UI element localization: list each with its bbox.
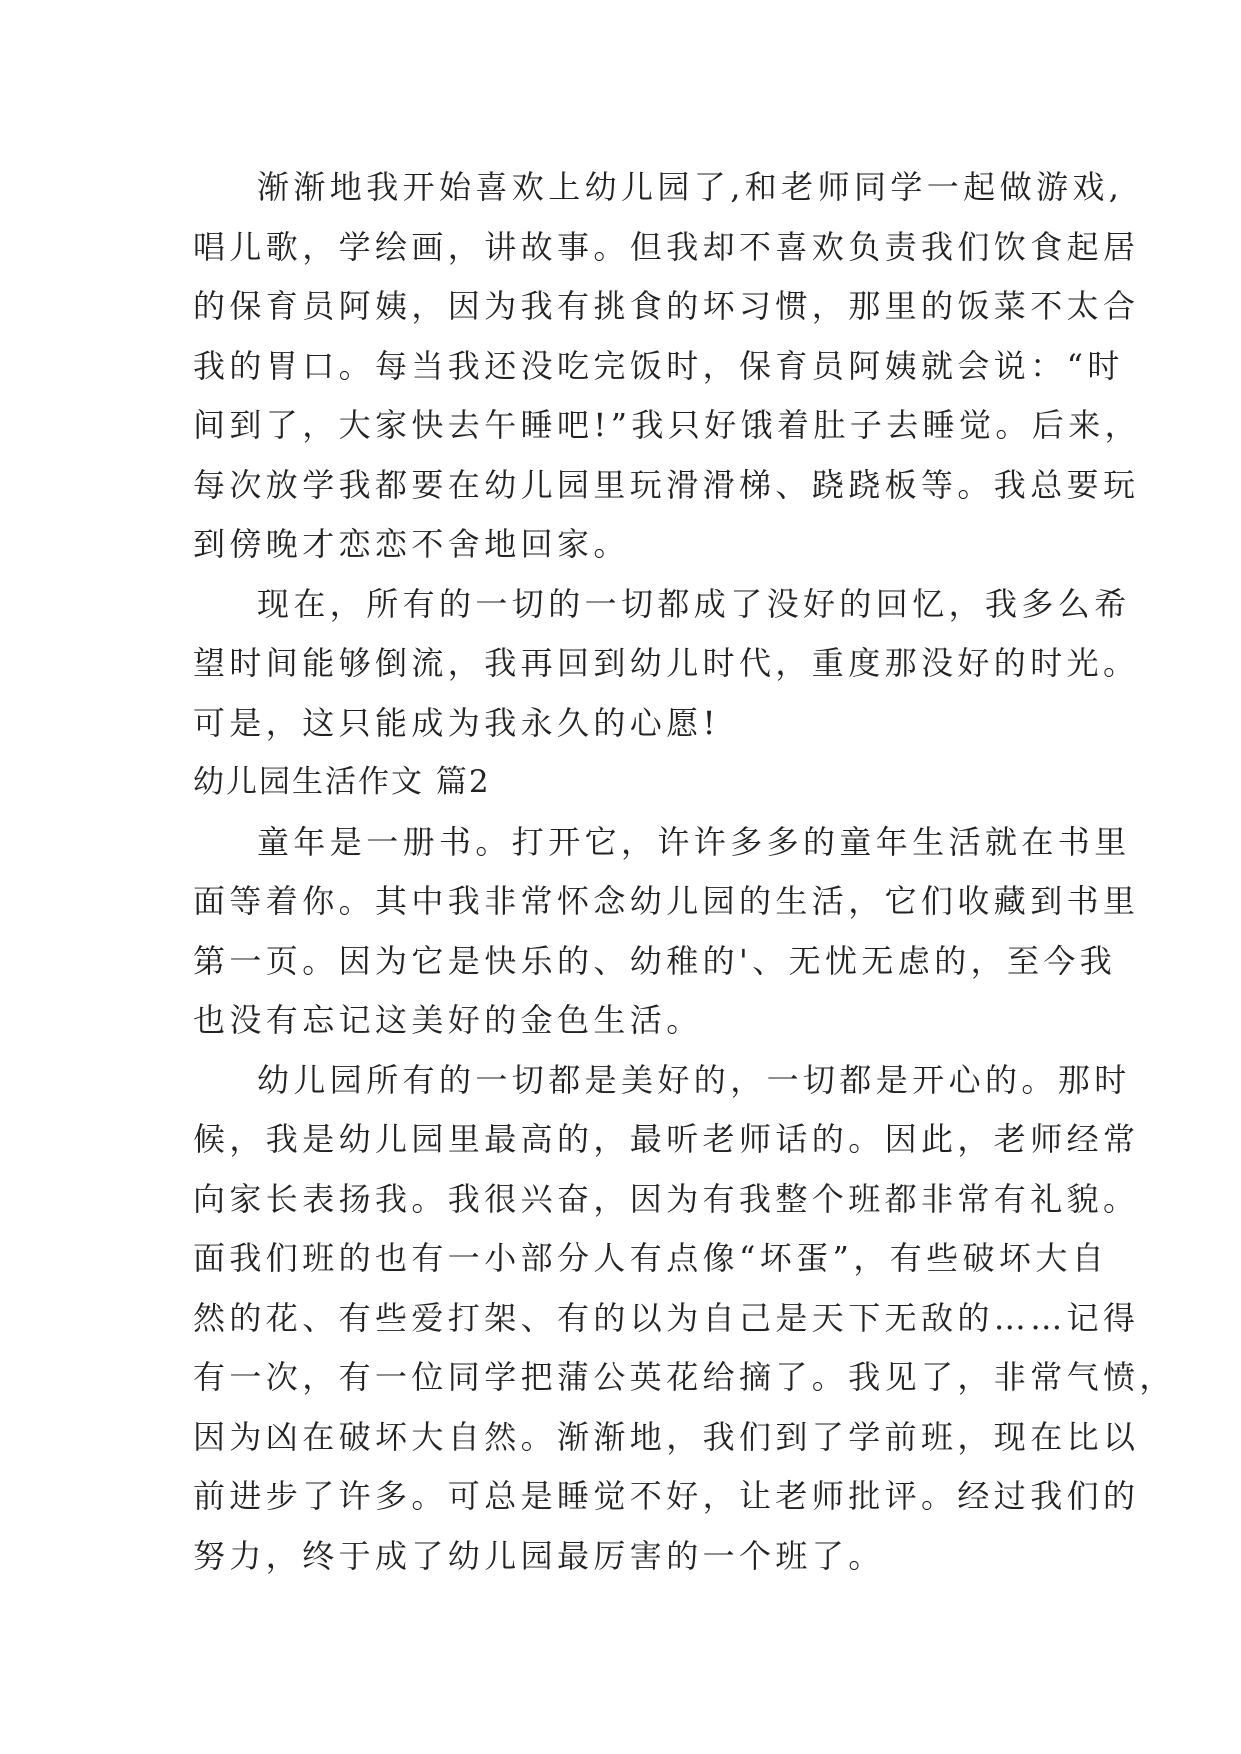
paragraph bbox=[193, 813, 1140, 1051]
text-line: 现在，所有的一切的一切都成了没好的回忆，我多么希 bbox=[257, 584, 1131, 623]
paragraph bbox=[193, 575, 1140, 754]
text-line: 可是，这只能成为我永久的心愿! bbox=[193, 703, 720, 742]
text-line: 然的花、有些爱打架、有的以为自己是天下无敌的……记得 bbox=[193, 1298, 1140, 1337]
text-line: 候，我是幼儿园里最高的，最听老师话的。因此，老师经常 bbox=[193, 1120, 1140, 1158]
text-line: 渐渐地我开始喜欢上幼儿园了,和老师同学一起做游戏, bbox=[257, 168, 1124, 206]
text-line: 望时间能够倒流，我再回到幼儿时代，重度那没好的时光。 bbox=[193, 644, 1140, 682]
text-line: 第一页。因为它是快乐的、幼稚的'、无忧无虑的，至今我 bbox=[193, 941, 1117, 980]
text-line: 向家长表扬我。我很兴奋，因为有我整个班都非常有礼貌。 bbox=[193, 1179, 1140, 1218]
paragraph bbox=[193, 1051, 1176, 1587]
text-line: 努力，终于成了幼儿园最厉害的一个班了。 bbox=[193, 1536, 885, 1575]
text-line: 间到了，大家快去午睡吧!”我只好饿着肚子去睡觉。后来， bbox=[193, 406, 1142, 444]
text-line: 每次放学我都要在幼儿园里玩滑滑梯、跷跷板等。我总要玩 bbox=[193, 465, 1140, 504]
text-line: 童年是一册书。打开它，许许多多的童年生活就在书里 bbox=[257, 822, 1131, 861]
text-line: 的保育员阿姨，因为我有挑食的坏习惯，那里的饭菜不太合 bbox=[193, 287, 1140, 325]
text-line: 幼儿园所有的一切都是美好的，一切都是开心的。那时 bbox=[257, 1060, 1131, 1099]
text-line: 唱儿歌，学绘画，讲故事。但我却不喜欢负责我们饮食起居 bbox=[193, 227, 1140, 266]
document-body bbox=[193, 158, 1176, 1586]
text-line: 也没有忘记这美好的金色生活。 bbox=[193, 1001, 703, 1039]
text-line: 我的胃口。每当我还没吃完饭时，保育员阿姨就会说：“时 bbox=[193, 346, 1124, 385]
text-line: 到傍晚才恋恋不舍地回家。 bbox=[193, 525, 630, 563]
text-line: 因为凶在破坏大自然。渐渐地，我们到了学前班，现在比以 bbox=[193, 1417, 1140, 1456]
paragraph bbox=[193, 158, 1142, 575]
section-heading: 幼儿园生活作文 篇2 bbox=[193, 764, 491, 800]
text-line: 面我们班的也有一小部分人有点像“坏蛋”，有些破坏大自 bbox=[193, 1239, 1109, 1277]
text-line: 有一次，有一位同学把蒲公英花给摘了。我见了，非常气愤， bbox=[193, 1358, 1176, 1396]
text-line: 前进步了许多。可总是睡觉不好，让老师批评。经过我们的 bbox=[193, 1477, 1140, 1515]
text-line: 面等着你。其中我非常怀念幼儿园的生活，它们收藏到书里 bbox=[193, 882, 1140, 920]
